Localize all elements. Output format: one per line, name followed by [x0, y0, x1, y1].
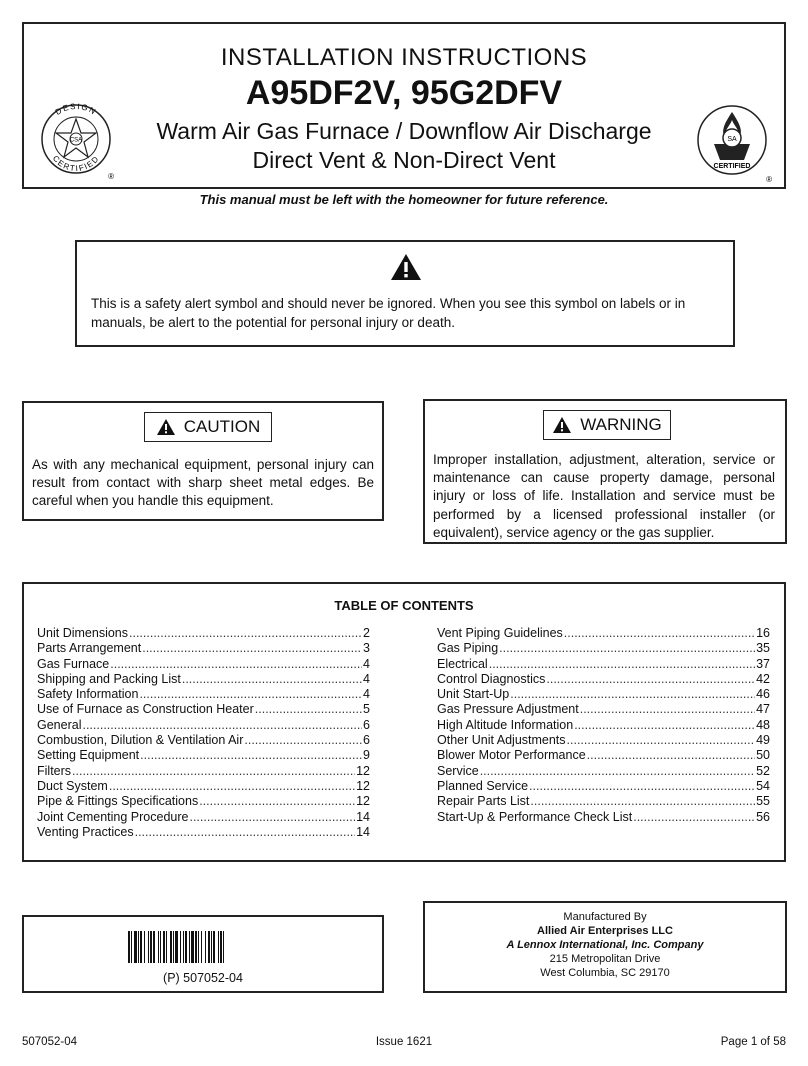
toc-entry-label: Other Unit Adjustments [437, 733, 566, 748]
toc-entry-label: Control Diagnostics [437, 671, 546, 686]
toc-entry-page: 4 [363, 656, 370, 671]
toc-entry [37, 672, 370, 687]
toc-entry-label: High Altitude Information [437, 717, 574, 732]
mfr-parent-company: A Lennox International, Inc. Company [506, 939, 704, 951]
toc-entry [437, 672, 770, 687]
seal-left-top-text: DESIGN [53, 101, 99, 117]
product-subtitle-2: Direct Vent & Non-Direct Vent [252, 147, 556, 173]
table-of-contents [22, 582, 786, 862]
barcode-bar [131, 931, 132, 963]
barcode-bar [175, 931, 178, 963]
toc-entry-label: Shipping and Packing List [37, 671, 181, 686]
toc-entry [437, 641, 770, 656]
toc-leader-dots [140, 748, 362, 763]
toc-entry-page: 14 [356, 824, 370, 839]
barcode-bar [153, 931, 155, 963]
toc-entry-label: Gas Pressure Adjustment [437, 702, 579, 717]
barcode-bar [134, 931, 137, 963]
toc-entry-label: General [37, 717, 82, 732]
toc-entry-label: Vent Piping Guidelines [437, 626, 563, 640]
toc-entry-page: 12 [356, 778, 370, 793]
toc-entry-label: Combustion, Dilution & Ventilation Air [37, 733, 244, 748]
toc-entry-label: Parts Arrangement [37, 641, 142, 656]
warning-label [543, 410, 671, 440]
toc-entry-label: Blower Motor Performance [437, 748, 586, 763]
barcode-bar [140, 931, 142, 963]
registered-mark: ® [108, 172, 114, 179]
barcode-image [128, 931, 280, 963]
toc-entry-label: Gas Furnace [37, 656, 110, 671]
caution-triangle-icon [156, 418, 176, 436]
toc-leader-dots [135, 825, 356, 840]
toc-leader-dots [567, 733, 756, 748]
seal-left-center-text: CSA [69, 137, 83, 144]
toc-entry [437, 779, 770, 794]
toc-leader-dots [110, 657, 362, 672]
barcode-bar [160, 931, 161, 963]
toc-entry-label: Safety Information [37, 687, 139, 702]
toc-entry-page: 16 [756, 626, 770, 640]
footer-page: Page 1 of 58 [720, 1036, 786, 1048]
toc-entry [437, 794, 770, 809]
caution-label [144, 412, 272, 442]
toc-leader-dots [199, 794, 355, 809]
barcode-bar [166, 931, 167, 963]
barcode-bar [183, 931, 184, 963]
toc-entry-page: 12 [356, 794, 370, 809]
barcode-box [22, 915, 384, 993]
toc-leader-dots [109, 779, 355, 794]
toc-leader-dots [189, 810, 355, 825]
barcode-bar [180, 931, 181, 963]
toc-right-column [437, 626, 770, 825]
seal-right-text: CERTIFIED [713, 163, 751, 170]
toc-entry-label: Setting Equipment [37, 748, 140, 763]
toc-entry-label: Filters [37, 763, 72, 778]
barcode-bar [144, 931, 145, 963]
toc-entry-label: Start-Up & Performance Check List [437, 809, 633, 824]
barcode-bar [220, 931, 222, 963]
toc-entry-page: 4 [363, 671, 370, 686]
toc-entry [37, 626, 370, 641]
footer-issue: Issue 1621 [375, 1036, 433, 1048]
toc-entry [437, 748, 770, 763]
mfr-address-2: West Columbia, SC 29170 [540, 967, 670, 979]
toc-entry-page: 14 [356, 809, 370, 824]
toc-entry [37, 733, 370, 748]
toc-entry-page: 5 [363, 702, 370, 717]
toc-entry-page: 3 [363, 641, 370, 656]
model-numbers: A95DF2V, 95G2DFV [245, 74, 563, 112]
product-subtitle-1: Warm Air Gas Furnace / Downflow Air Discharge [156, 118, 652, 144]
barcode-bar [170, 931, 172, 963]
warning-triangle-icon [390, 253, 422, 281]
barcode-bar [198, 931, 199, 963]
toc-entry-label: Unit Dimensions [37, 626, 129, 640]
barcode-bar [163, 931, 165, 963]
toc-entry-page: 49 [756, 733, 770, 748]
toc-entry-label: Unit Start-Up [437, 687, 510, 702]
svg-text:DESIGN [54, 102, 98, 117]
mfr-line-1: Manufactured By [563, 911, 647, 923]
toc-leader-dots [587, 748, 755, 763]
caution-box [22, 401, 384, 521]
toc-entry-label: Duct System [37, 778, 108, 793]
toc-entry [37, 687, 370, 702]
seal-left-bottom-text: CERTIFIED [50, 153, 102, 174]
toc-leader-dots [510, 687, 755, 702]
toc-entry-page: 4 [363, 687, 370, 702]
barcode-bar [191, 931, 194, 963]
toc-entry-label: Repair Parts List [437, 794, 530, 809]
toc-entry [37, 718, 370, 733]
barcode-bar [138, 931, 139, 963]
toc-entry-label: Electrical [437, 656, 488, 671]
warning-icon [552, 416, 572, 434]
part-number: (P) 507052-04 [163, 971, 243, 985]
toc-entry [437, 764, 770, 779]
toc-entry [437, 626, 770, 641]
barcode-bar [213, 931, 215, 963]
toc-leader-dots [574, 718, 755, 733]
toc-entry-label: Use of Furnace as Construction Heater [37, 702, 254, 717]
barcode-bar [173, 931, 174, 963]
toc-entry-label: Venting Practices [37, 824, 134, 839]
toc-entry-label: Gas Piping [437, 641, 499, 656]
barcode-bar [195, 931, 197, 963]
toc-entry-page: 35 [756, 641, 770, 656]
caution-text: As with any mechanical equipment, personal injury can result from contact with sharp sheet metal edges. Be careful when you handle this equipment. [32, 457, 374, 508]
barcode-bar [211, 931, 212, 963]
toc-leader-dots [580, 702, 755, 717]
toc-entry-page: 48 [756, 717, 770, 732]
toc-entry [37, 779, 370, 794]
toc-entry-page: 55 [756, 794, 770, 809]
svg-text:CERTIFIED [51, 154, 101, 173]
warning-label-text: WARNING [580, 415, 662, 434]
toc-entry-label: Planned Service [437, 778, 529, 793]
toc-entry-page: 56 [756, 809, 770, 824]
toc-leader-dots [489, 657, 755, 672]
toc-leader-dots [255, 702, 362, 717]
toc-leader-dots [564, 626, 755, 641]
toc-entry [37, 825, 370, 840]
toc-leader-dots [546, 672, 755, 687]
toc-left-column [37, 626, 370, 840]
toc-entry-page: 9 [363, 748, 370, 763]
toc-entry [437, 657, 770, 672]
toc-entry-page: 50 [756, 748, 770, 763]
barcode-bar [128, 931, 130, 963]
toc-entry-page: 2 [363, 626, 370, 640]
safety-alert-text: This is a safety alert symbol and should never be ignored. When you see this symbol on labels or in manuals, be alert to the potential for personal injury or death. [91, 296, 686, 330]
toc-leader-dots [530, 794, 755, 809]
toc-entry-page: 6 [363, 733, 370, 748]
toc-entry [437, 718, 770, 733]
toc-entry [437, 687, 770, 702]
barcode-bar [205, 931, 206, 963]
barcode-bar [185, 931, 187, 963]
seal-right-center-text: SA [727, 136, 737, 143]
barcode-bar [150, 931, 152, 963]
toc-leader-dots [129, 626, 362, 641]
doc-title: INSTALLATION INSTRUCTIONS [220, 44, 588, 71]
toc-leader-dots [529, 779, 755, 794]
toc-entry [37, 657, 370, 672]
toc-leader-dots [244, 733, 362, 748]
warning-box [423, 399, 787, 544]
safety-alert-box [75, 240, 735, 347]
barcode-bar [201, 931, 202, 963]
warning-text: Improper installation, adjustment, alteration, service or maintenance can cause property damage, personal injury or loss of life. Installation and service must be performed by a licensed professional installer (or equivalent), service agency or the gas supplier. [433, 452, 775, 540]
barcode-bar [223, 931, 224, 963]
toc-leader-dots [499, 641, 755, 656]
barcode-bar [218, 931, 219, 963]
toc-leader-dots [139, 687, 362, 702]
homeowner-note: This manual must be left with the homeowner for future reference. [199, 192, 609, 207]
toc-entry [37, 702, 370, 717]
toc-entry [37, 764, 370, 779]
toc-leader-dots [633, 810, 755, 825]
toc-entry-label: Pipe & Fittings Specifications [37, 794, 199, 809]
toc-entry-page: 52 [756, 763, 770, 778]
toc-entry [437, 733, 770, 748]
toc-leader-dots [72, 764, 355, 779]
toc-leader-dots [142, 641, 362, 656]
design-certified-seal-icon [36, 99, 116, 179]
toc-leader-dots [480, 764, 755, 779]
toc-entry [37, 794, 370, 809]
mfr-company: Allied Air Enterprises LLC [537, 925, 673, 937]
toc-title: TABLE OF CONTENTS [334, 598, 474, 613]
barcode-bar [148, 931, 149, 963]
toc-entry-label: Joint Cementing Procedure [37, 809, 189, 824]
toc-entry-page: 47 [756, 702, 770, 717]
mfr-address-1: 215 Metropolitan Drive [549, 953, 661, 965]
csa-certified-seal-icon [694, 102, 774, 182]
barcode-bar [208, 931, 210, 963]
toc-entry-page: 12 [356, 763, 370, 778]
manufacturer-box [423, 901, 787, 993]
toc-leader-dots [182, 672, 362, 687]
toc-entry-page: 6 [363, 717, 370, 732]
toc-entry-page: 37 [756, 656, 770, 671]
toc-entry-label: Service [437, 763, 479, 778]
toc-entry [437, 702, 770, 717]
barcode-bar [189, 931, 190, 963]
toc-entry [37, 748, 370, 763]
toc-entry [437, 810, 770, 825]
toc-entry-page: 54 [756, 778, 770, 793]
header-box [22, 22, 786, 189]
footer-doc-number: 507052-04 [22, 1036, 77, 1048]
toc-entry [37, 810, 370, 825]
toc-entry-page: 42 [756, 671, 770, 686]
toc-leader-dots [82, 718, 362, 733]
toc-entry [37, 641, 370, 656]
toc-entry-page: 46 [756, 687, 770, 702]
registered-mark-right: ® [766, 175, 772, 182]
barcode-bar [158, 931, 159, 963]
caution-label-text: CAUTION [183, 417, 261, 436]
